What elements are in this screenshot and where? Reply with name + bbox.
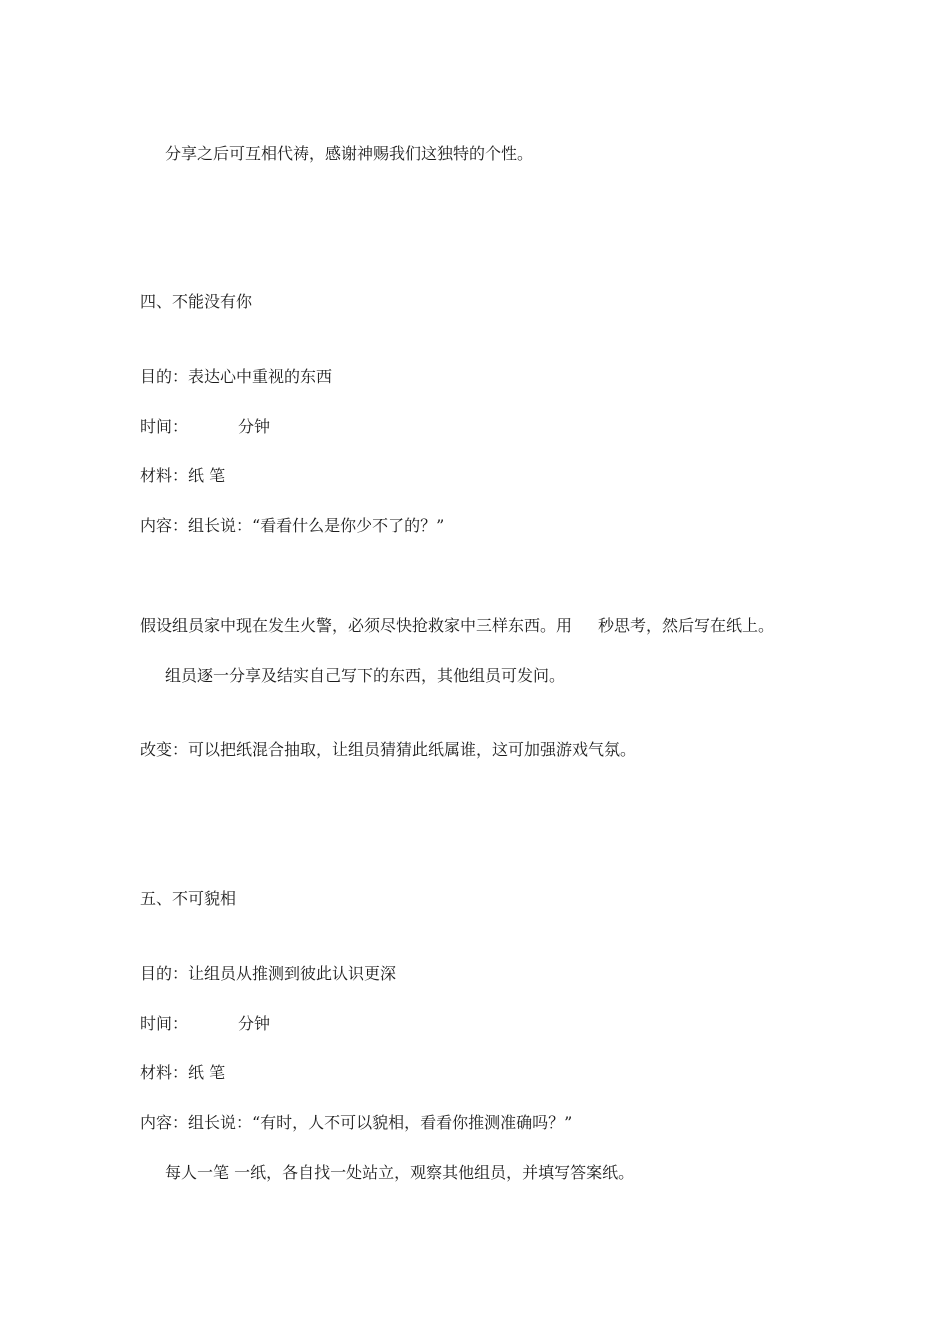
- section-4-time-label: 时间：: [140, 417, 189, 436]
- section-5-material: 材料：纸 笔: [140, 1063, 226, 1082]
- section-4-body-fire: [140, 616, 774, 636]
- section-4-change: 改变：可以把纸混合抽取，让组员猜猜此纸属谁，这可加强游戏气氛。: [140, 740, 637, 759]
- section-4-time: [140, 417, 270, 437]
- section-5-time-label: 时间：: [140, 1014, 189, 1033]
- section-4-heading: 四、不能没有你: [140, 292, 253, 311]
- section-5-time: [140, 1014, 270, 1034]
- section-4-body-fire-part2: 秒思考，然后写在纸上。: [598, 616, 775, 635]
- section-4-time-value: 分钟: [238, 417, 271, 436]
- section-4-body-fire-part1: 假设组员家中现在发生火警，必须尽快抢救家中三样东西。用: [140, 616, 573, 635]
- section-5-goal: 目的：让组员从推测到彼此认识更深: [140, 964, 397, 983]
- section-4-content: 内容：组长说：“看看什么是你少不了的？”: [140, 516, 445, 535]
- section-5-body-observe: 每人一笔 一纸，各自找一处站立，观察其他组员，并填写答案纸。: [165, 1163, 635, 1182]
- section-5-time-value: 分钟: [238, 1014, 271, 1033]
- section-5-heading: 五、不可貌相: [140, 889, 237, 908]
- paragraph-share-pray: 分享之后可互相代祷，感谢神赐我们这独特的个性。: [165, 144, 534, 163]
- section-5-content: 内容：组长说：“有时，人不可以貌相，看看你推测准确吗？”: [140, 1113, 573, 1132]
- section-4-material: 材料：纸 笔: [140, 466, 226, 485]
- section-4-body-share: 组员逐一分享及结实自己写下的东西，其他组员可发问。: [165, 666, 566, 685]
- section-4-goal: 目的：表达心中重视的东西: [140, 367, 333, 386]
